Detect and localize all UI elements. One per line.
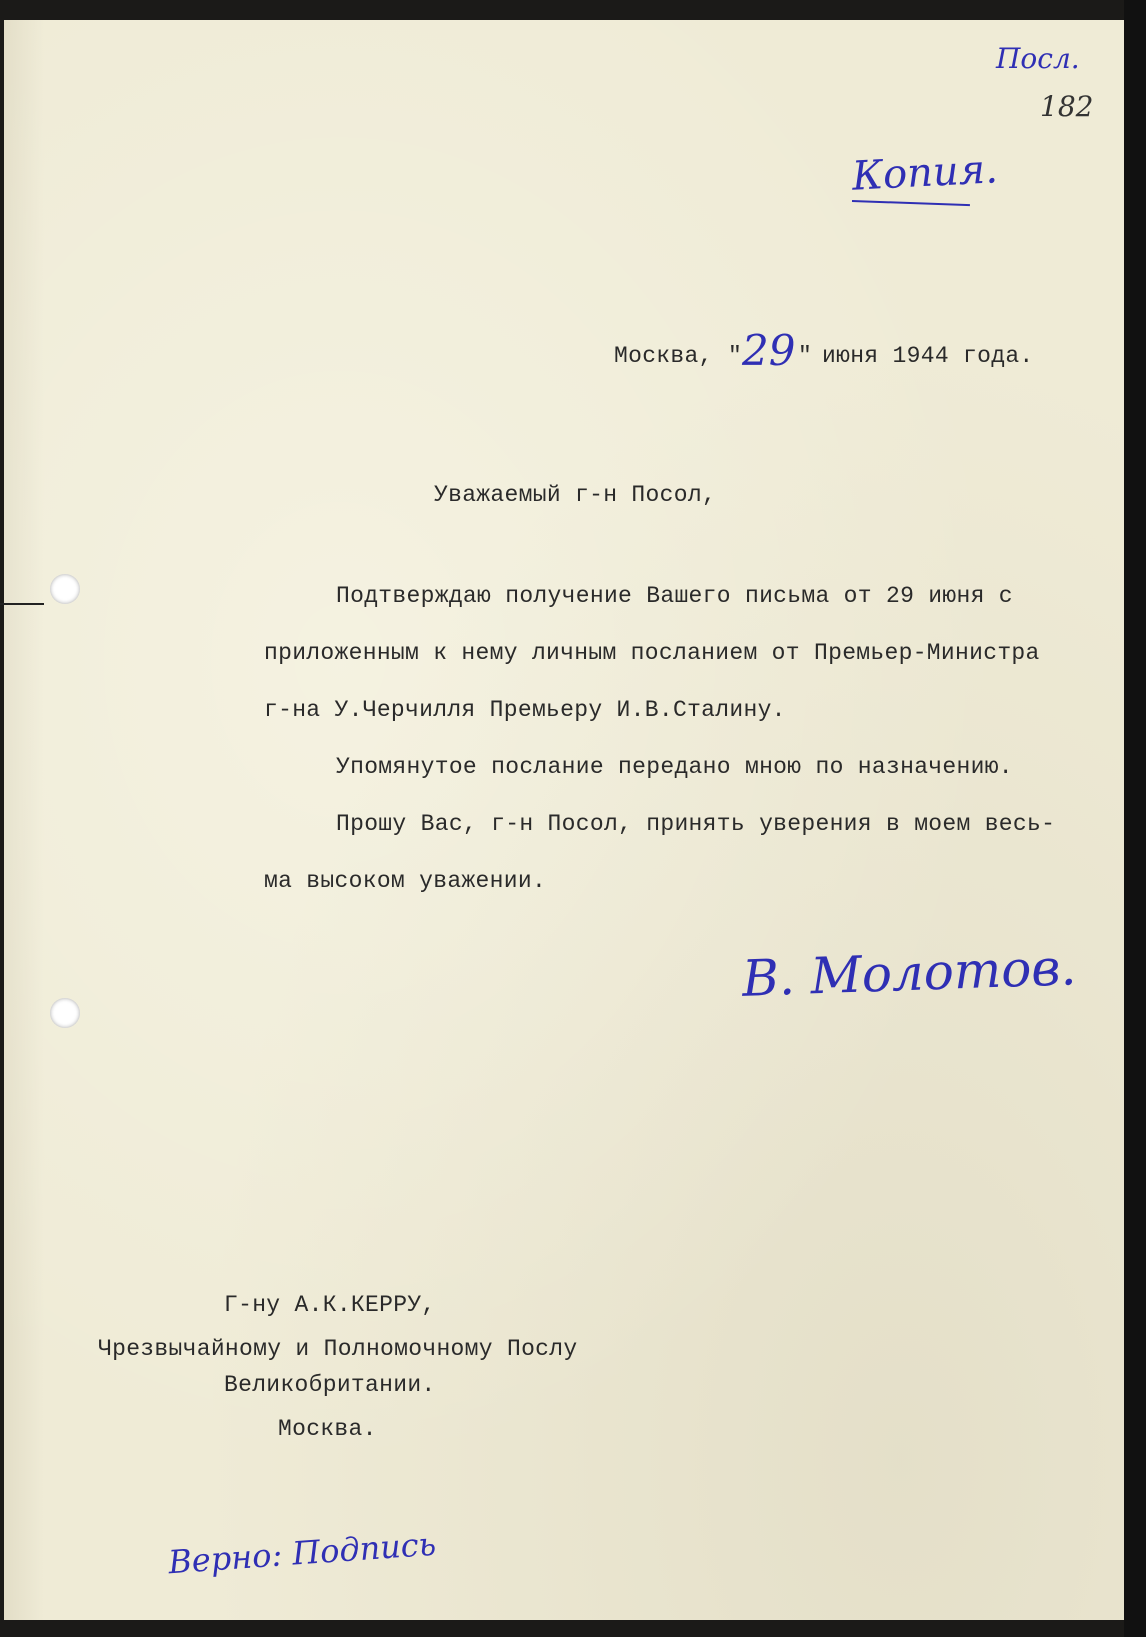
addressee-city: Москва. (278, 1416, 377, 1442)
body-line: Подтверждаю получение Вашего письма от 29 июня с (336, 583, 1013, 609)
punch-hole-top (50, 574, 80, 604)
date-month-year: июня 1944 года. (822, 343, 1034, 369)
copy-stamp-handwritten: Копия. (850, 146, 999, 200)
addressee-name: Г-ну А.К.КЕРРУ, (224, 1292, 436, 1318)
body-line: Прошу Вас, г-н Посол, принять уверения в моем весь- (336, 811, 1056, 837)
signature-handwritten: В. Молотов. (741, 938, 1078, 1008)
body-line: Упомянутое послание передано мною по назначению. (336, 754, 1013, 780)
margin-mark (0, 603, 44, 605)
salutation: Уважаемый г-н Посол, (434, 482, 717, 508)
addressee-title: Чрезвычайному и Полномочному Послу (98, 1336, 578, 1362)
date-close-quote: " (798, 343, 813, 369)
addressee-country: Великобритании. (224, 1372, 436, 1398)
verification-note-handwritten: Верно: Подпись (167, 1524, 438, 1582)
folder-ref-number: 182 (1040, 90, 1094, 123)
body-line: ма высоком уважении. (264, 868, 547, 894)
punch-hole-bottom (50, 998, 80, 1028)
date-day-handwritten: 29 (742, 326, 796, 375)
body-line: приложенным к нему личным посланием от Премьер-Министра (264, 640, 1040, 666)
date-city: Москва, (614, 343, 713, 369)
folder-ref-label: Посл. (996, 42, 1080, 75)
body-line: г-на У.Черчилля Премьеру И.В.Сталину. (264, 697, 786, 723)
scan-edge (1124, 0, 1146, 1637)
date-open-quote: " (728, 343, 743, 369)
